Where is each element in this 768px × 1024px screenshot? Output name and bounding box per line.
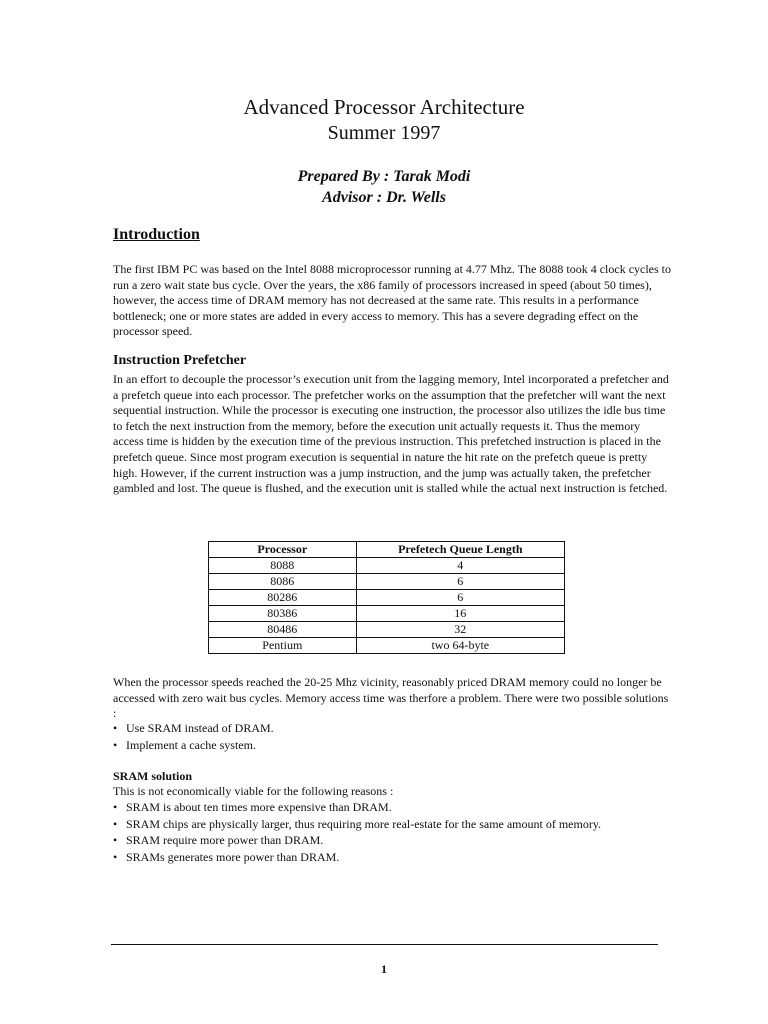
table-row — [209, 638, 565, 654]
table-cell: 80386 — [209, 606, 357, 622]
table-cell: 6 — [356, 574, 564, 590]
table-cell: two 64-byte — [356, 638, 564, 654]
table-cell: 32 — [356, 622, 564, 638]
prefetch-queue-table — [208, 541, 565, 654]
bullet-icon: • — [113, 721, 118, 735]
list-item-text: Use SRAM instead of DRAM. — [126, 721, 274, 735]
list-item-text: Implement a cache system. — [126, 737, 256, 752]
table-row — [209, 590, 565, 606]
bullet-icon: • — [113, 816, 118, 831]
table-cell: 4 — [356, 558, 564, 574]
list-item-text: SRAM is about ten times more expensive than DRAM. — [126, 800, 392, 814]
table-cell: 80486 — [209, 622, 357, 638]
list-item — [113, 720, 673, 737]
solutions-list — [113, 720, 673, 753]
table-cell: 16 — [356, 606, 564, 622]
list-item — [113, 737, 673, 754]
sram-paragraph: This is not economically viable for the following reasons : — [113, 784, 394, 798]
prefetcher-paragraph: In an effort to decouple the processor’s execution unit from the lagging memory, Intel incorporated a prefetcher and a prefetch queue into each processor. The prefetcher works on the assumption that the prefetcher will want the next sequential instruction. While the processor is executing one instruction, the processor also utilizes the idle bus time to fetch the next instruction from the memory, before the execution unit actually requests it. Thus the memory access time is hidden by the execution time of the previous instruction. This prefetched instruction is placed in the prefetch queue. Since most program execution is sequential in nature the hit rate on the prefetch queue is pretty high. However, if the current instruction was a jump instruction, and the jump was actually taken, the prefetcher gambled and lost. The queue is flushed, and the execution unit is stalled while the actual next instruction is fetched. — [113, 372, 669, 496]
advisor: Advisor : Dr. Wells — [322, 189, 446, 206]
table-row — [209, 558, 565, 574]
sram-reasons-list — [113, 799, 673, 865]
solutions-paragraph: When the processor speeds reached the 20-25 Mhz vicinity, reasonably priced DRAM memory could no longer be accessed with zero wait bus cycles. Memory access time was therfore a problem. There were two possible solutions : — [113, 675, 669, 721]
introduction-heading: Introduction — [113, 226, 200, 243]
table-header-cell: Processor — [209, 542, 357, 558]
table-cell: 80286 — [209, 590, 357, 606]
prepared-by: Prepared By : Tarak Modi — [297, 168, 471, 185]
table-cell: 8086 — [209, 574, 357, 590]
table-row — [209, 622, 565, 638]
list-item — [113, 849, 673, 866]
list-item-text: SRAM require more power than DRAM. — [126, 833, 324, 847]
table-header-row — [209, 542, 565, 558]
bullet-icon: • — [113, 849, 118, 864]
bullet-icon: • — [113, 833, 118, 847]
document-title: Advanced Processor Architecture — [243, 95, 525, 119]
table-row — [209, 606, 565, 622]
list-item-text: SRAMs generates more power than DRAM. — [126, 849, 340, 864]
list-item — [113, 816, 673, 833]
table-cell: 6 — [356, 590, 564, 606]
list-item — [113, 832, 673, 849]
table-row — [209, 574, 565, 590]
footer-rule — [111, 944, 658, 945]
table-cell: Pentium — [209, 638, 357, 654]
prefetcher-heading: Instruction Prefetcher — [113, 353, 247, 368]
list-item-text: SRAM chips are physically larger, thus requiring more real-estate for the same amount of memory. — [126, 816, 602, 831]
table-cell: 8088 — [209, 558, 357, 574]
table-header-cell: Prefetech Queue Length — [356, 542, 564, 558]
document-subtitle: Summer 1997 — [327, 122, 441, 144]
bullet-icon: • — [113, 737, 118, 752]
page-number: 1 — [381, 962, 387, 976]
introduction-paragraph: The first IBM PC was based on the Intel 8088 microprocessor running at 4.77 Mhz. The 8088 took 4 clock cycles to run a zero wait state bus cycle. Over the years, the x86 family of processors increased in speed (about 50 times), however, the access time of DRAM memory has not decreased at the same rate. This results in a performance bottleneck; one or more states are added in every access to memory. This has a severe degrading effect on the processor speed. — [113, 262, 672, 339]
list-item — [113, 799, 673, 816]
sram-heading: SRAM solution — [113, 769, 193, 783]
bullet-icon: • — [113, 800, 118, 814]
